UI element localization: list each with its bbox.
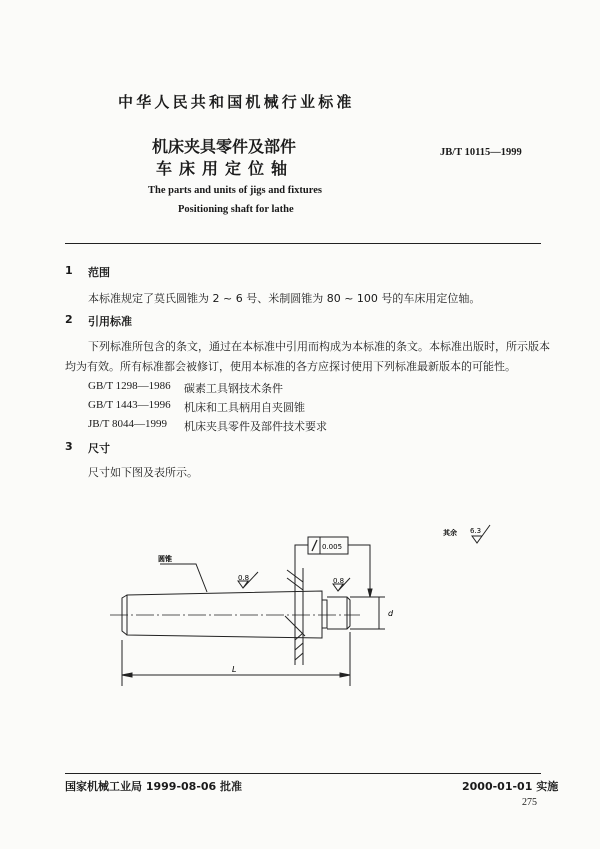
other-surfaces-label: 其余 [443,529,457,537]
standard-code: JB/T 10115—1999 [440,147,522,158]
length-label: L [232,665,237,674]
footer-divider [65,773,541,774]
ref-title: 碳素工具钢技术条件 [184,382,283,395]
shaft-taper-body [122,591,322,638]
section-2-text-line1: 下列标准所包含的条文，通过在本标准中引用而构成为本标准的条文。本标准出版时，所示版本 [88,340,550,353]
ref-code: GB/T 1298—1986 [88,380,171,392]
page-number: 275 [522,797,537,808]
section-3-number: 3 [65,440,73,453]
section-3-title: 尺寸 [88,442,110,455]
roughness-end-value: 0.8 [333,577,345,585]
ref-title: 机床和工具柄用自夹圆锥 [184,401,305,414]
shaft-collar [322,600,327,628]
english-title-line1: The parts and units of jigs and fixtures [148,185,322,196]
organization-title: 中华人民共和国机械行业标准 [118,93,355,111]
section-1-title: 范围 [88,266,110,279]
taper-label: 圆锥 [158,555,172,563]
section-1-text: 本标准规定了莫氏圆锥为 2 ~ 6 号、米制圆锥为 80 ~ 100 号的车床用定位轴。 [88,292,481,305]
shaft-end [327,597,350,629]
runout-tolerance-value: 0.005 [322,543,343,551]
roughness-taper-value: 0.8 [238,574,250,582]
ref-code: JB/T 8044—1999 [88,418,167,430]
implementation-date: 2000-01-01 实施 [462,780,559,793]
section-2-number: 2 [65,313,73,326]
section-2-text-line2: 均为有效。所有标准都会被修订，使用本标准的各方应探讨使用下列标准最新版本的可能性。 [65,360,516,373]
standard-title-line1: 机床夹具零件及部件 [152,137,297,156]
approval-info: 国家机械工业局 1999-08-06 批准 [65,780,243,793]
section-3-text: 尺寸如下图及表所示。 [88,466,198,479]
other-roughness-value: 6.3 [470,527,482,535]
standard-title-line2: 车床用定位轴 [156,159,295,178]
section-2-title: 引用标准 [88,315,132,328]
ref-title: 机床夹具零件及部件技术要求 [184,420,327,433]
section-1-number: 1 [65,264,73,277]
diameter-label: d [388,609,394,618]
ref-code: GB/T 1443—1996 [88,399,171,411]
english-title-line2: Positioning shaft for lathe [178,204,294,215]
